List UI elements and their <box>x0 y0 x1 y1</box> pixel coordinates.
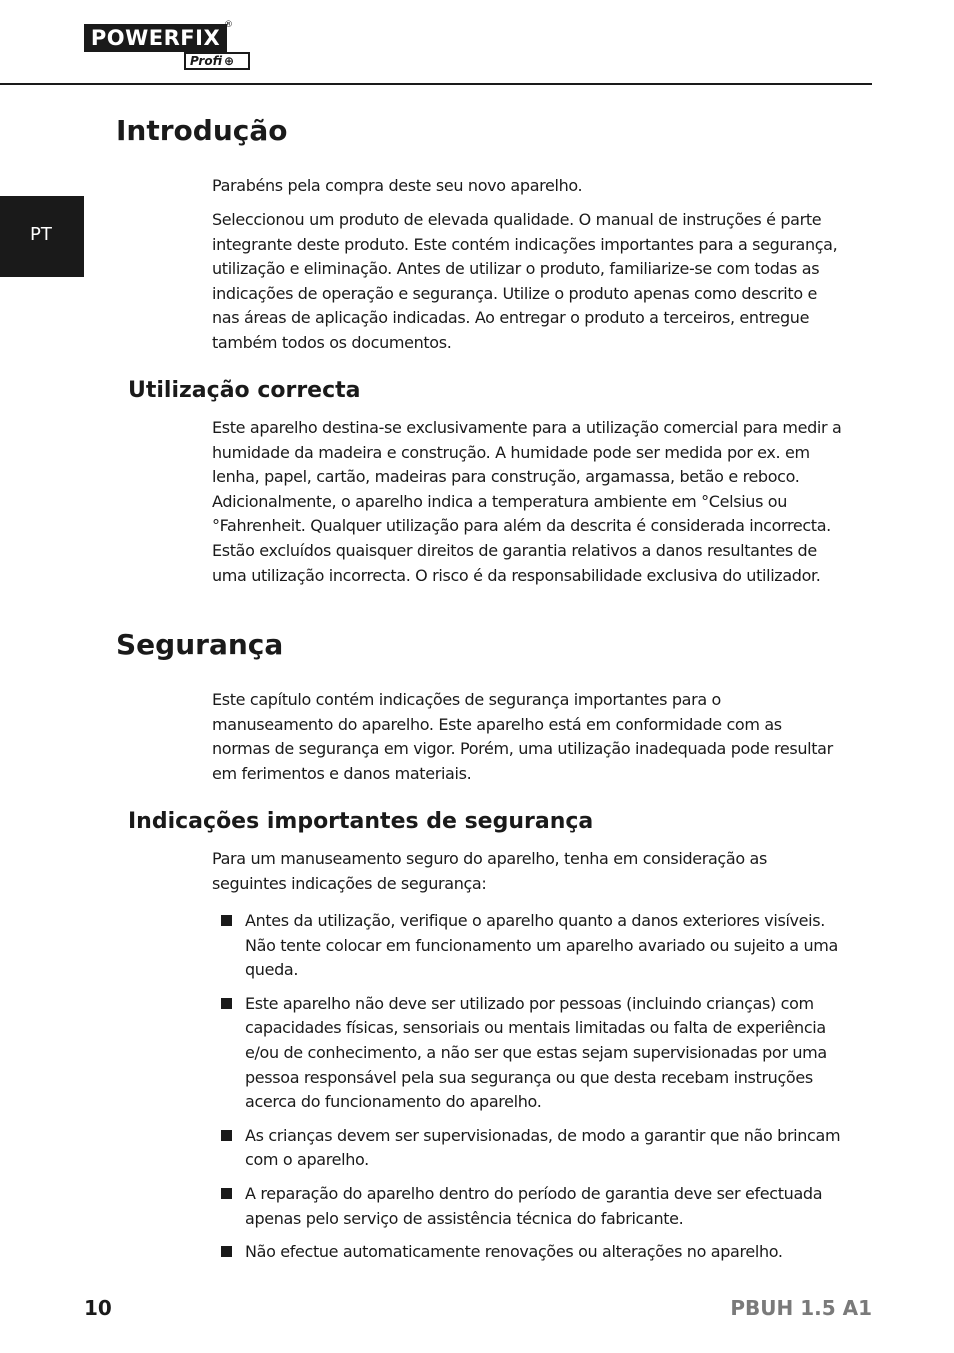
logo-wordmark: POWERFIX <box>84 24 227 52</box>
list-item <box>212 1240 844 1265</box>
list-item <box>212 992 844 1115</box>
model-number: PBUH 1.5 A1 <box>730 1296 872 1320</box>
list-item <box>212 1124 844 1173</box>
square-bullet-icon <box>221 998 232 1009</box>
list-item-text: A reparação do aparelho dentro do período de garantia deve ser efectuada apenas pelo serviço de assistência técnica do fabricante. <box>245 1183 823 1228</box>
plus-circle-icon: ⊕ <box>224 54 235 68</box>
square-bullet-icon <box>221 915 232 926</box>
list-item-text: Antes da utilização, verifique o aparelho quanto a danos exteriores visíveis. Não tente colocar em funcionamento um aparelho avariado ou sujeito a uma queda. <box>245 911 838 980</box>
header-divider <box>0 83 872 85</box>
square-bullet-icon <box>221 1130 232 1141</box>
brand-logo <box>84 20 259 74</box>
safety-heading: Segurança <box>116 628 284 661</box>
intro-paragraph-2: Seleccionou um produto de elevada qualidade. O manual de instruções é parte integrante deste produto. Este contém indicações importantes para a segurança, utilização e eliminação. Antes de utilizar o produto, familiarize-se com todas as indicações de operação e segurança. Utilize o produto apenas como descrito e nas áreas de aplicação indicadas. Ao entregar o produto a terceiros, entregue também todos os documentos. <box>212 210 838 352</box>
logo-profi-badge <box>184 52 250 70</box>
logo-profi-text: Profi <box>190 54 223 68</box>
square-bullet-icon <box>221 1188 232 1199</box>
list-item-text: Este aparelho não deve ser utilizado por pessoas (incluindo crianças) com capacidades físicas, sensoriais ou mentais limitadas ou falta de experiência e/ou de conhecimento, a não ser que estas sejam supervisionadas por uma pessoa responsável pela sua segurança ou que desta recebam instruções acerca do funcionamento do aparelho. <box>245 993 827 1112</box>
intended-use-paragraph: Este aparelho destina-se exclusivamente para a utilização comercial para medir a humidade da madeira e construção. A humidade pode ser medida por ex. em lenha, papel, cartão, madeiras para construção, argamassa, betão e reboco. Adicionalmente, o aparelho indica a temperatura ambiente em °Celsius ou °Fahrenheit. Qualquer utilização para além da descrita é considerada incorrecta. Estão excluídos quaisquer direitos de garantia relativos a danos resultantes de uma utilização incorrecta. O risco é da responsabilidade exclusiva do utilizador. <box>212 418 842 585</box>
list-item-text: As crianças devem ser supervisionadas, de modo a garantir que não brincam com o aparelho. <box>245 1125 841 1170</box>
list-item-text: Não efectue automaticamente renovações ou alterações no aparelho. <box>245 1242 783 1262</box>
important-safety-heading: Indicações importantes de segurança <box>128 809 594 834</box>
safety-paragraph: Este capítulo contém indicações de segurança importantes para o manuseamento do aparelho. Este aparelho está em conformidade com as normas de segurança em vigor. Porém, uma utilização inadequada pode resultar em ferimentos e danos materiais. <box>212 690 833 783</box>
square-bullet-icon <box>221 1246 232 1257</box>
intro-paragraph-1: Parabéns pela compra deste seu novo aparelho. <box>212 176 583 195</box>
list-item <box>212 909 844 983</box>
intended-use-heading: Utilização correcta <box>128 378 361 403</box>
logo-registered-mark: ® <box>224 20 233 30</box>
language-tab-label: PT <box>30 224 52 245</box>
intro-heading: Introdução <box>116 114 288 147</box>
safety-bullet-list <box>212 909 844 1274</box>
important-safety-intro: Para um manuseamento seguro do aparelho, tenha em consideração as seguintes indicações de segurança: <box>212 849 767 893</box>
list-item <box>212 1182 844 1231</box>
language-tab <box>0 196 84 277</box>
page-number: 10 <box>84 1296 112 1320</box>
